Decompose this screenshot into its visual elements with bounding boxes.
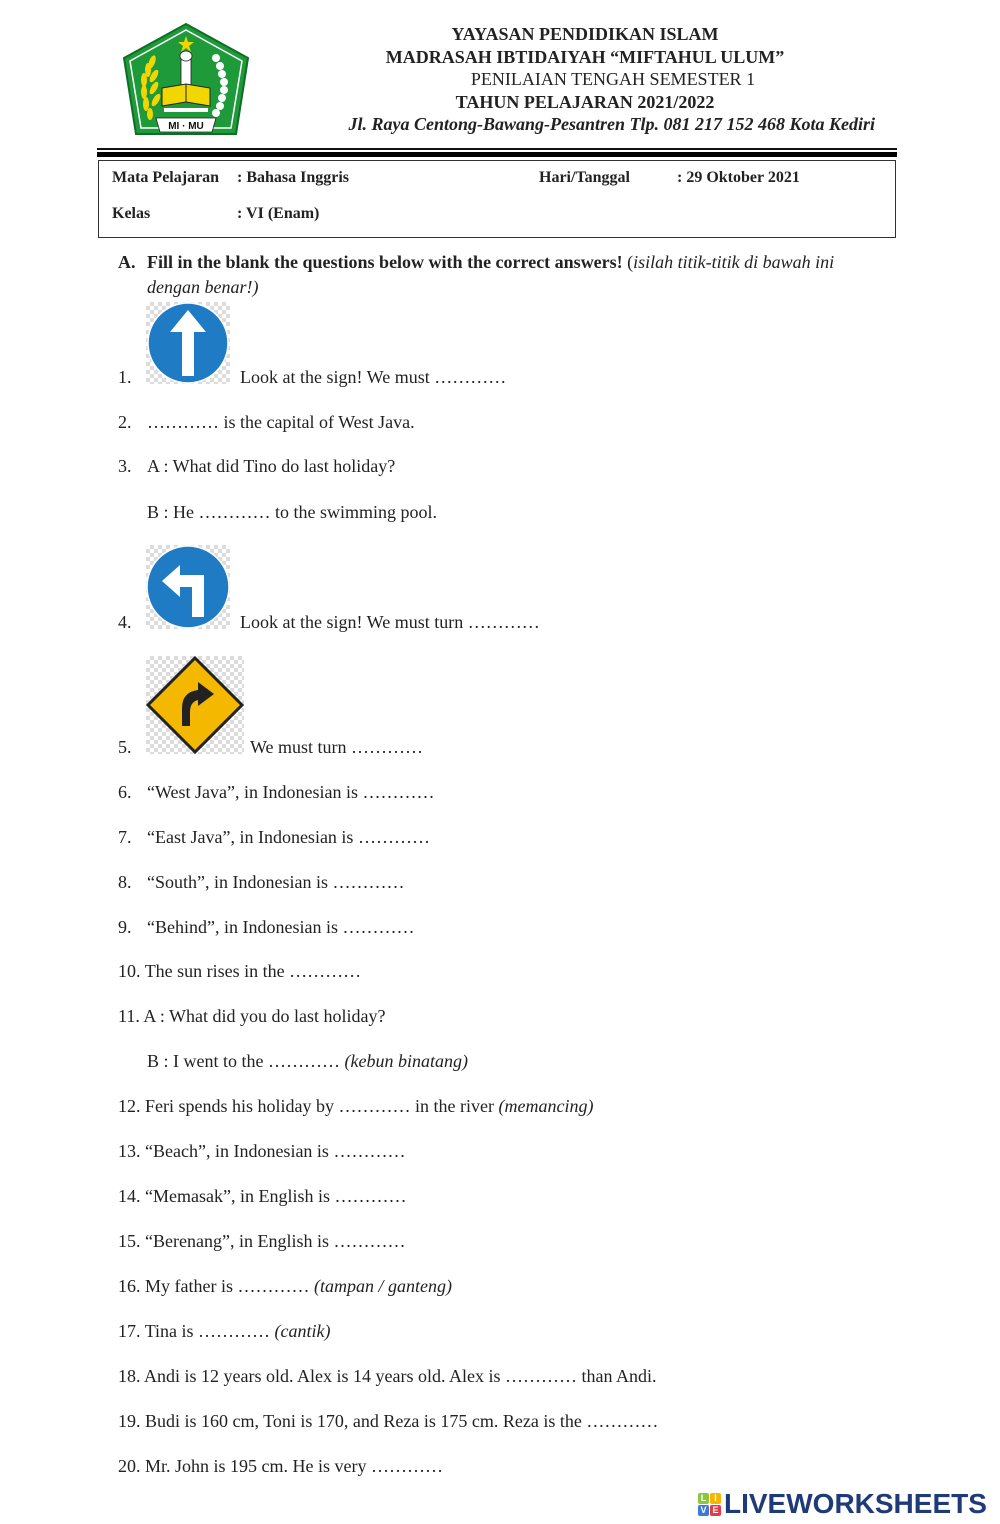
question-11: 11. A : What did you do last holiday? [118, 1006, 386, 1026]
translation-open: ( [622, 252, 634, 272]
question-16-hint: (tampan / ganteng) [313, 1276, 452, 1296]
question-19: 19. Budi is 160 cm, Toni is 170, and Reza is 175 cm. Reza is the ………… [118, 1411, 659, 1431]
question-17-hint: (cantik) [274, 1321, 331, 1341]
question-3-answer-line: B : He ………… to the swimming pool. [147, 502, 437, 522]
question-1: 1. [118, 367, 132, 387]
question-10: 10. The sun rises in the ………… [118, 961, 362, 981]
question-16: 16. My father is ………… (tampan / ganteng) [118, 1276, 452, 1296]
school-address: Jl. Raya Centong-Bawang-Pesantren Tlp. 081 217 152 468 Kota Kediri [348, 114, 875, 134]
school-emblem-icon [118, 22, 254, 146]
live-cubes-icon: L I V E [698, 1493, 721, 1516]
question-2: 2. ………… is the capital of West Java. [118, 412, 415, 432]
section-a-instruction [118, 250, 878, 300]
turn-left-sign-icon [146, 545, 230, 629]
header-divider-thin [97, 148, 897, 150]
question-13: 13. “Beach”, in Indonesian is ………… [118, 1141, 406, 1161]
curve-right-warning-sign-icon [146, 656, 244, 754]
question-3: 3. A : What did Tino do last holiday? [118, 456, 396, 476]
question-11-answer-line: B : I went to the ………… (kebun binatang) [147, 1051, 468, 1071]
instruction-translation: isilah titik-titik di bawah ini dengan benar!) [147, 252, 835, 297]
question-15: 15. “Berenang”, in English is ………… [118, 1231, 406, 1251]
academic-year: TAHUN PELAJARAN 2021/2022 [455, 92, 715, 112]
question-5: 5. [118, 737, 132, 757]
subject-label: Mata Pelajaran [112, 169, 220, 186]
header-divider-thick [97, 152, 897, 157]
school-name: MADRASAH IBTIDAIYAH “MIFTAHUL ULUM” [385, 47, 785, 67]
instruction-text: Fill in the blank the questions below with the correct answers! [147, 252, 623, 272]
question-4-text: Look at the sign! We must turn ………… [240, 612, 540, 632]
exam-title: PENILAIAN TENGAH SEMESTER 1 [470, 69, 756, 89]
question-12: 12. Feri spends his holiday by ………… in the river (memancing) [118, 1096, 594, 1116]
question-4: 4. [118, 612, 132, 632]
question-1-text: Look at the sign! We must ………… [240, 367, 507, 387]
subject-value: : Bahasa Inggris [237, 169, 350, 186]
svg-text:MI · MU: MI · MU [168, 121, 204, 132]
question-20: 20. Mr. John is 195 cm. He is very ………… [118, 1456, 443, 1476]
question-17: 17. Tina is ………… (cantik) [118, 1321, 331, 1341]
ahead-only-sign-icon [146, 302, 230, 384]
question-7: 7. “East Java”, in Indonesian is ………… [118, 827, 430, 847]
class-label: Kelas [112, 205, 151, 222]
date-value: : 29 Oktober 2021 [677, 169, 800, 186]
date-label: Hari/Tanggal [539, 169, 630, 186]
question-12-hint: (memancing) [498, 1096, 594, 1116]
liveworksheets-wordmark: LIVEWORKSHEETS [724, 1488, 987, 1519]
question-9: 9. “Behind”, in Indonesian is ………… [118, 917, 415, 937]
question-18: 18. Andi is 12 years old. Alex is 14 years old. Alex is ………… than Andi. [118, 1366, 657, 1386]
question-11-hint: (kebun binatang) [344, 1051, 468, 1071]
question-8: 8. “South”, in Indonesian is ………… [118, 872, 405, 892]
liveworksheets-logo[interactable] [698, 1489, 987, 1519]
class-value: : VI (Enam) [237, 205, 320, 222]
question-5-text: We must turn ………… [250, 737, 424, 757]
section-letter: A. [118, 252, 136, 272]
question-6: 6. “West Java”, in Indonesian is ………… [118, 782, 435, 802]
foundation-name: YAYASAN PENDIDIKAN ISLAM [451, 24, 719, 44]
question-14: 14. “Memasak”, in English is ………… [118, 1186, 407, 1206]
